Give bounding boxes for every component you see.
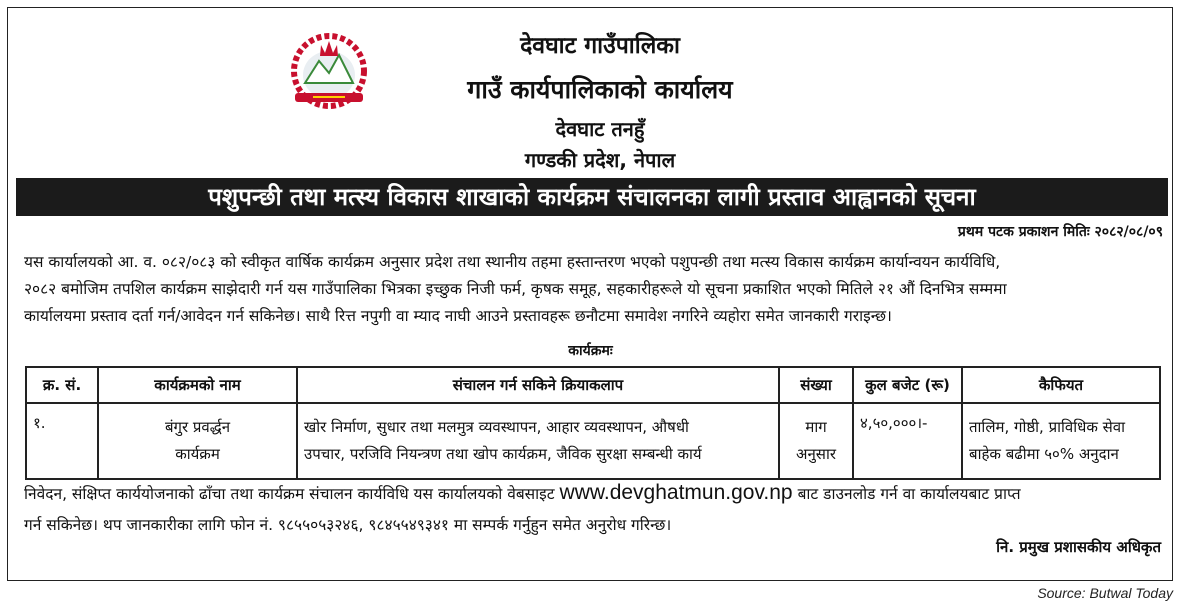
- program-caption: कार्यक्रमः: [568, 343, 613, 359]
- office-name: गाउँ कार्यपालिकाको कार्यालय: [467, 75, 733, 104]
- activities-line: उपचार, परजिवि नियन्त्रण तथा खोप कार्यक्रम, जैविक सुरक्षा सम्बन्धी कार्य: [304, 445, 702, 463]
- source-credit: Source: Butwal Today: [1037, 585, 1173, 601]
- column-header-activities: संचालन गर्न सकिने क्रियाकलाप: [297, 367, 779, 403]
- intro-line: २०८२ बमोजिम तपशिल कार्यक्रम साझेदारी गर्न यस गाउँपालिका भित्रका इच्छुक निजी फर्म, कृषक समूह, सहकारीहरूले यो सूचना प्रकाशित भएको मितिले २१ औं दिनभित्र सम्ममा: [24, 280, 1007, 298]
- website-link[interactable]: www.devghatmun.gov.np: [559, 481, 793, 504]
- remarks-line: बाहेक बढीमा ५०% अनुदान: [969, 445, 1119, 463]
- footer-text: निवेदन, संक्षिप्त कार्ययोजनाको ढाँचा तथा कार्यक्रम संचालन कार्यविधि यस कार्यालयको वेबसाइट: [24, 485, 555, 503]
- count-line: माग: [805, 418, 827, 436]
- cell-remarks: [962, 403, 1160, 479]
- column-header-remarks: कैफियत: [962, 367, 1160, 403]
- intro-line: यस कार्यालयको आ. व. ०८२/०८३ को स्वीकृत वार्षिक कार्यक्रम अनुसार प्रदेश तथा स्थानीय तहमा हस्तान्तरण भएको पशुपन्छी तथा मत्स्य विकास कार्यक्रम कार्यान्वयन कार्यविधि,: [24, 253, 1001, 271]
- footer-text: बाट डाउनलोड गर्न वा कार्यालयबाट प्राप्त: [797, 485, 1021, 503]
- location-line: देवघाट तनहुँ: [555, 117, 645, 141]
- remarks-line: तालिम, गोष्ठी, प्राविधिक सेवा: [969, 418, 1125, 436]
- table-row: [26, 403, 1160, 479]
- nepal-emblem: [283, 31, 375, 109]
- municipality-name: देवघाट गाउँपालिका: [520, 33, 680, 59]
- program-table: [25, 366, 1161, 480]
- cell-sn: १.: [26, 403, 98, 479]
- intro-line: कार्यालयमा प्रस्ताव दर्ता गर्न/आवेदन गर्न सकिनेछ। साथै रित्त नपुगी वा म्याद नाघी आउने प्रस्तावहरू छनौटमा समावेश नगरिने व्यहोरा समेत जानकारी गराइन्छ।: [24, 307, 892, 325]
- notice-title-banner: पशुपन्छी तथा मत्स्य विकास शाखाको कार्यक्रम संचालनका लागी प्रस्ताव आह्वानको सूचना: [16, 178, 1168, 216]
- activities-line: खोर निर्माण, सुधार तथा मलमुत्र व्यवस्थापन, आहार व्यवस्थापन, औषधी: [304, 418, 689, 436]
- cell-program-name: [98, 403, 297, 479]
- footer-line: गर्न सकिनेछ। थप जानकारीका लागि फोन नं. ९८५५०५३२४६, ९८४५५४९३४१ मा सम्पर्क गर्नुहुन समेत अनुरोध गरिन्छ।: [24, 516, 672, 534]
- table-header-row: [26, 367, 1160, 403]
- signature-title: नि. प्रमुख प्रशासकीय अधिकृत: [996, 538, 1161, 556]
- cell-budget: ४,५०,०००।-: [853, 403, 962, 479]
- footer-paragraph: [24, 477, 1164, 541]
- cell-count: [779, 403, 853, 479]
- province-line: गण्डकी प्रदेश, नेपाल: [524, 148, 676, 172]
- publication-date: प्रथम पटक प्रकाशन मितिः २०८२/०८/०९: [957, 224, 1163, 240]
- column-header-budget: कुल बजेट (रू): [853, 367, 962, 403]
- intro-paragraph: [24, 249, 1164, 330]
- count-line: अनुसार: [796, 445, 836, 463]
- program-name-line: कार्यक्रम: [175, 445, 220, 463]
- column-header-sn: क्र. सं.: [26, 367, 98, 403]
- column-header-count: संख्या: [779, 367, 853, 403]
- column-header-program-name: कार्यक्रमको नाम: [98, 367, 297, 403]
- program-name-line: बंगुर प्रवर्द्धन: [164, 418, 231, 436]
- cell-activities: [297, 403, 779, 479]
- footer-line: [24, 477, 1164, 510]
